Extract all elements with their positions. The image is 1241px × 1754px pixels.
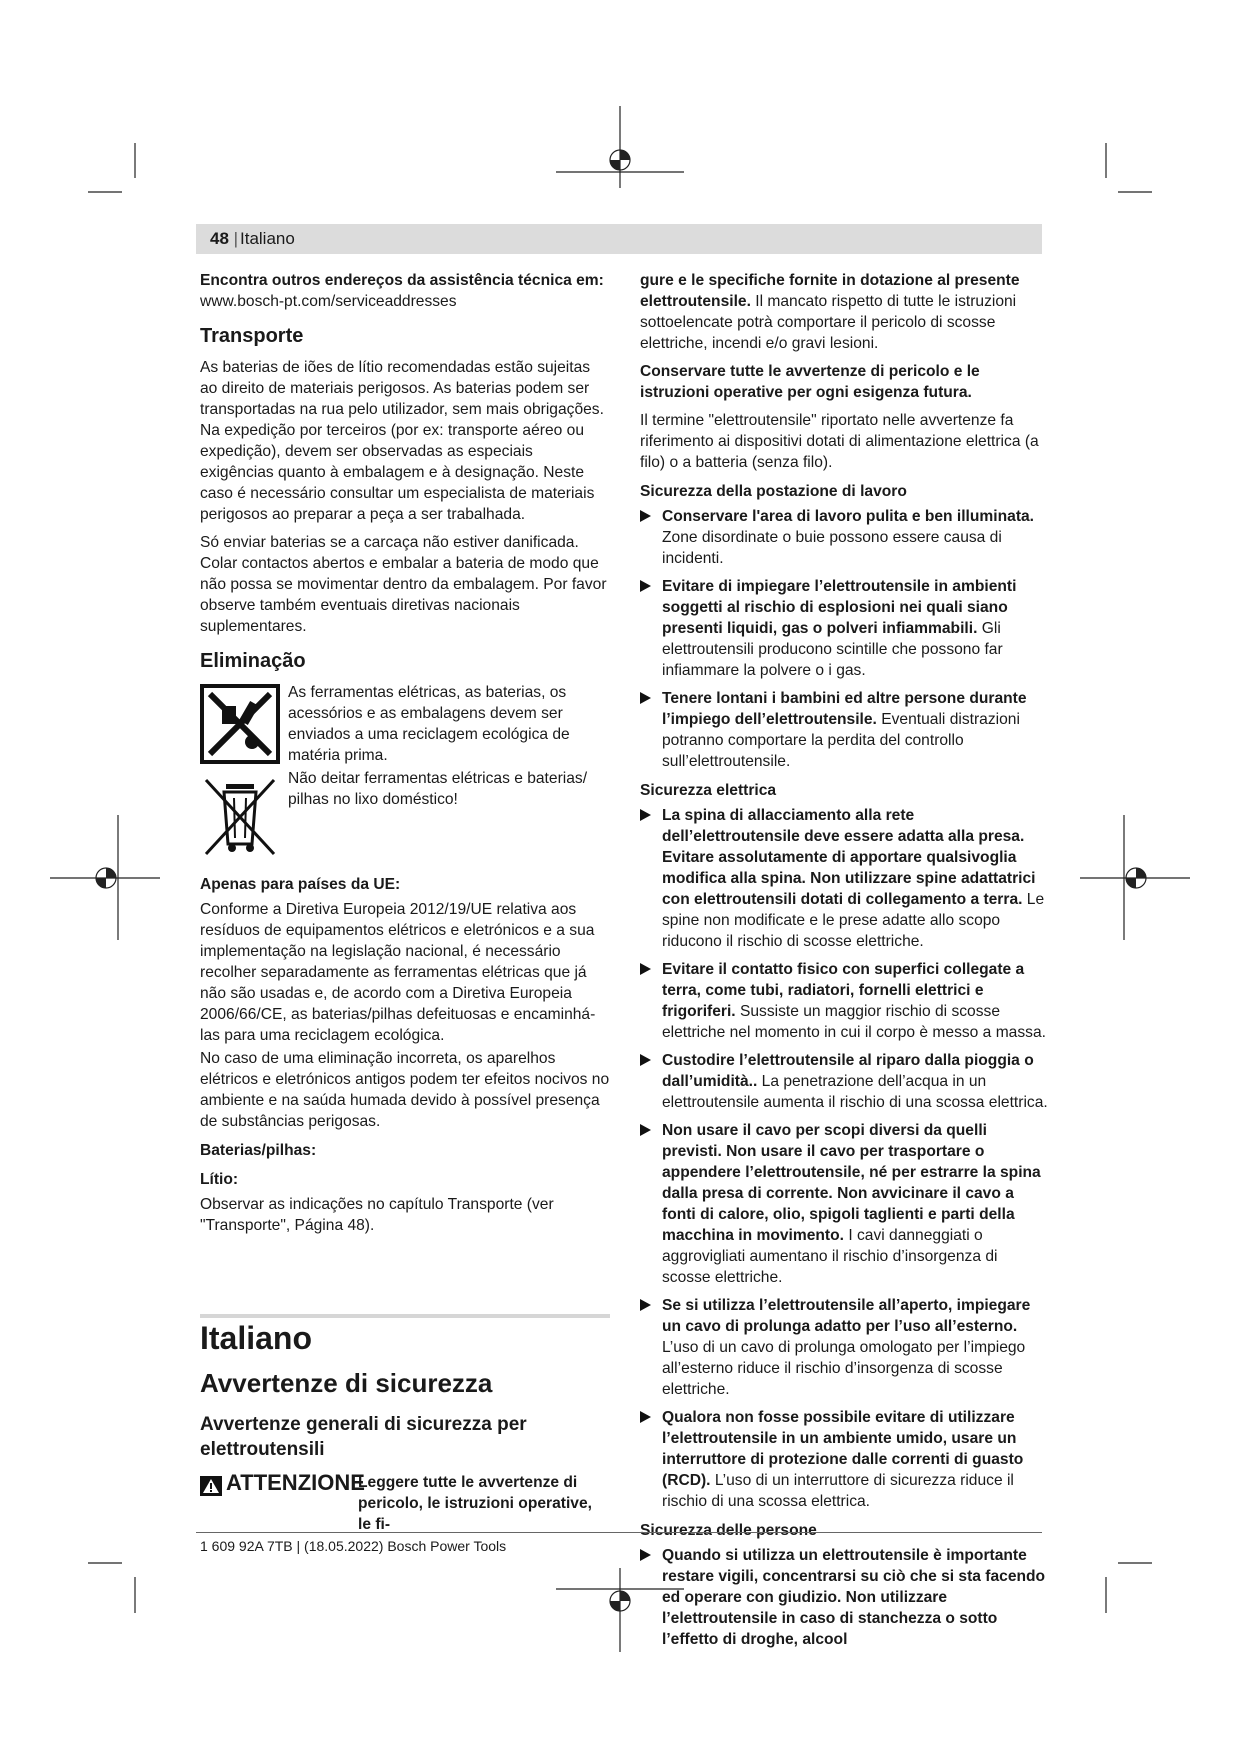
page-footer: 1 609 92A 7TB | (18.05.2022) Bosch Power Tools xyxy=(200,1538,507,1554)
section-title: Italiano xyxy=(240,229,295,248)
eu-paragraph-1: Conforme a Diretiva Europeia 2012/19/UE relativa aos resíduos de equipamentos elétricos e eletrónicos e a sua implementação na legislação nacional, é necessário recolher separadamente as ferramentas elétricas que já não são usadas e, de acordo com a Diretiva Europeia 2006/66/CE, as baterias/pilhas defeituosas e encaminhá-las para uma reciclagem ecológica. xyxy=(200,901,596,1044)
warning-triangle-icon xyxy=(200,1476,222,1496)
intro-bold: gure e le specifiche fornite in dotazione al presente elettroutensile. xyxy=(640,272,1020,310)
footer-divider xyxy=(196,1532,1042,1533)
term-definition: Il termine "elettroutensile" riportato nelle avvertenze fa riferimento ai dispositivi dotati di alimentazione elettrica (a filo) o a batteria (senza filo). xyxy=(640,412,1039,471)
safety-title: Avvertenze di sicurezza xyxy=(200,1368,493,1398)
batteries-heading: Baterias/pilhas: xyxy=(200,1142,317,1159)
disposal-block xyxy=(200,682,610,860)
left-column xyxy=(200,270,610,1532)
right-column xyxy=(640,270,1050,1657)
intro-continuation xyxy=(640,270,1050,354)
list-item: Tenere lontani i bambini ed altre persone durante l’impiego dell’elettroutensile. Eventuali distrazioni potranno comportare la perdita del controllo sull’elettroutensile. xyxy=(640,688,1050,772)
transport-paragraph-1: As baterias de iões de lítio recomendadas estão sujeitas ao direito de materiais perigosos. As baterias podem ser transportadas na rua pelo utilizador, sem mais obrigações. Na expedição por terceiros (por ex: transporte aéreo ou expedição), devem ser observadas as especiais exigências quanto à embalagem e à designação. Neste caso é necessário consultar um especialista de materiais perigosos ao preparar a peça a ser trabalhada. xyxy=(200,359,604,523)
bullet-arrow-icon xyxy=(640,510,651,522)
list-item: Conservare l'area di lavoro pulita e ben illuminata. Zone disordinate o buie possono essere causa di incidenti. xyxy=(640,506,1050,569)
electric-heading: Sicurezza elettrica xyxy=(640,782,777,799)
bullet-arrow-icon xyxy=(640,580,651,592)
bullet-arrow-icon xyxy=(640,1549,651,1561)
list-item: Qualora non fosse possibile evitare di utilizzare l’elettroutensile in un ambiente umido, usare un interruttore di protezione dalle correnti di guasto (RCD). L’uso di un interruttore di sicurezza riduce il rischio di una scossa elettrica. xyxy=(640,1407,1050,1512)
page-header xyxy=(196,224,1042,254)
list-item: Evitare di impiegare l’elettroutensile in ambienti soggetti al rischio di esplosioni nei quali siano presenti liquidi, gas o polveri infiammabili. Gli elettroutensili producono scintille che possono far infiammare la polvere o i gas. xyxy=(640,576,1050,681)
warning-block xyxy=(200,1472,610,1532)
list-item: La spina di allacciamento alla rete dell’elettroutensile deve essere adatta alla presa. Evitare assolutamente di apportare qualsivoglia modifica alla spina. Non utilizzare spine adattatrici con elettroutensili dotati di collegamento a terra. Le spine non modificate e le prese adatte allo scopo riducono il rischio di scosse elettriche. xyxy=(640,805,1050,952)
bullet-arrow-icon xyxy=(640,963,651,975)
bullet-arrow-icon xyxy=(640,692,651,704)
transport-paragraph-2: Só enviar baterias se a carcaça não estiver danificada. Colar contactos abertos e embalar a bateria de modo que não possa se movimentar dentro da embalagem. Por favor observe também eventuais diretivas nacionais suplementares. xyxy=(200,534,607,635)
recycling-symbol-icon xyxy=(200,684,280,764)
list-item: Se si utilizza l’elettroutensile all’aperto, impiegare un cavo di prolunga adatto per l’uso all’esterno. L’uso di un cavo di prolunga omologato per l’impiego all’esterno riduce il rischio d’insorgenza di scosse elettriche. xyxy=(640,1295,1050,1400)
addresses-url[interactable]: www.bosch-pt.com/serviceaddresses xyxy=(200,293,457,310)
list-item: Custodire l’elettroutensile al riparo dalla pioggia o dall’umidità.. La penetrazione dell’acqua in un elettroutensile aumenta il rischio di una scossa elettrica. xyxy=(640,1050,1050,1113)
bullet-arrow-icon xyxy=(640,1054,651,1066)
disposal-text-1: As ferramentas elétricas, as baterias, os acessórios e as embalagens devem ser enviados a uma reciclagem ecológica de matéria prima. xyxy=(288,684,570,764)
list-item: Evitare il contatto fisico con superfici collegate a terra, come tubi, radiatori, fornelli elettrici e frigoriferi. Sussiste un maggior rischio di scosse elettriche nel momento in cui il corpo è messo a massa. xyxy=(640,959,1050,1043)
addresses-block xyxy=(200,270,610,312)
bullet-arrow-icon xyxy=(640,1299,651,1311)
list-item: Non usare il cavo per scopi diversi da quelli previsti. Non usare il cavo per trasportare o appendere l’elettroutensile, né per estrarre la spina dalla presa di corrente. Non avvicinare il cavo a fonti di calore, olio, spigoli taglienti e parti della macchina in movimento. I cavi danneggiati o aggrovigliati aumentano il rischio d’insorgenza di scosse elettriche. xyxy=(640,1120,1050,1288)
eu-paragraph-2: No caso de uma eliminação incorreta, os aparelhos elétricos e eletrónicos antigos podem ter efeitos nocivos no ambiente e na saúda humada devido à possível presença de substâncias perigosas. xyxy=(200,1050,610,1130)
addresses-label: Encontra outros endereços da assistência técnica em: xyxy=(200,272,604,289)
lithium-heading: Lítio: xyxy=(200,1171,239,1188)
section-divider xyxy=(200,1314,610,1318)
bullet-arrow-icon xyxy=(640,1124,651,1136)
general-safety-title: Avvertenze generali di sicurezza per elettroutensili xyxy=(200,1414,527,1460)
warning-word: ATTENZIONE xyxy=(226,1470,365,1495)
warning-text: Leggere tutte le avvertenze di pericolo, le istruzioni operative, le fi- xyxy=(358,1474,592,1533)
lithium-text: Observar as indicações no capítulo Transporte (ver "Transporte", Página 48). xyxy=(200,1196,554,1234)
bullet-arrow-icon xyxy=(640,809,651,821)
keep-instructions: Conservare tutte le avvertenze di pericolo e le istruzioni operative per ogni esigenza futura. xyxy=(640,363,980,401)
eu-heading: Apenas para países da UE: xyxy=(200,876,401,893)
list-item: Quando si utilizza un elettroutensile è importante restare vigili, concentrarsi su ciò che si sta facendo ed operare con giudizio. Non utilizzare l’elettroutensile in caso di stanchezza o sotto l’effetto di droghe, alcool xyxy=(640,1545,1050,1650)
bullet-arrow-icon xyxy=(640,1411,651,1423)
disposal-text-2: Não deitar ferramentas elétricas e baterias/ pilhas no lixo doméstico! xyxy=(288,770,588,808)
transport-heading: Transporte xyxy=(200,325,304,347)
language-title: Italiano xyxy=(200,1320,313,1356)
disposal-heading: Eliminação xyxy=(200,650,306,672)
page-number: 48 | xyxy=(210,229,239,248)
intro-text: Il mancato rispetto di tutte le istruzioni sottoelencate potrà comportare il pericolo di scosse elettriche, incendi e/o gravi lesioni. xyxy=(640,293,1017,352)
workplace-heading: Sicurezza della postazione di lavoro xyxy=(640,483,907,500)
crossed-bin-icon xyxy=(200,774,280,860)
persons-heading: Sicurezza delle persone xyxy=(640,1522,817,1539)
